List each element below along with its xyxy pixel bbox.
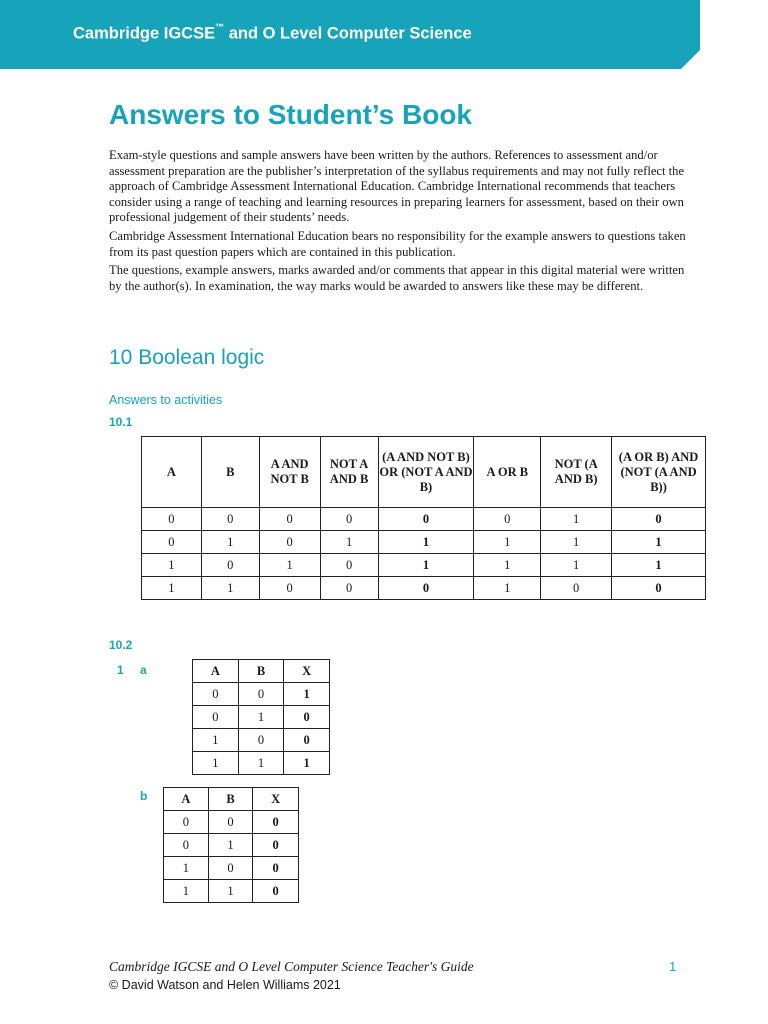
column-header: A OR B: [474, 437, 541, 508]
table-row: [142, 531, 706, 554]
table-cell: 1: [164, 857, 209, 880]
column-header: A AND NOT B: [259, 437, 320, 508]
table-cell: 1: [201, 577, 259, 600]
table-cell: 1: [474, 531, 541, 554]
column-header: X: [253, 788, 299, 811]
table-row: [142, 508, 706, 531]
column-header: NOT (A AND B): [541, 437, 612, 508]
activity-number-10-2: 10.2: [109, 638, 133, 652]
intro-paragraph: The questions, example answers, marks awarded and/or comments that appear in this digital material were written by the author(s). In examination, the way marks would be awarded to answers like these may be different.: [109, 263, 685, 293]
table-cell: 0: [378, 577, 474, 600]
table-cell: 1: [201, 531, 259, 554]
table-cell: 1: [259, 554, 320, 577]
table-cell: 1: [320, 531, 378, 554]
table-cell: 0: [208, 857, 253, 880]
column-header: A: [193, 660, 239, 683]
table-cell: 1: [142, 577, 202, 600]
page-number: 1: [669, 959, 677, 974]
truth-table-1a: [192, 659, 330, 775]
table-cell: 1: [541, 531, 612, 554]
column-header: (A AND NOT B) OR (NOT A AND B): [378, 437, 474, 508]
column-header: (A OR B) AND (NOT (A AND B)): [612, 437, 706, 508]
table-row: [164, 857, 299, 880]
table-cell: 0: [253, 811, 299, 834]
intro-text: [109, 148, 689, 297]
part-a-label: a: [140, 663, 147, 677]
activity-number-10-1: 10.1: [109, 415, 133, 429]
table-cell: 1: [142, 554, 202, 577]
table-row: [164, 880, 299, 903]
table-cell: 0: [193, 706, 239, 729]
column-header: A: [142, 437, 202, 508]
table-cell: 1: [284, 752, 330, 775]
table-cell: 0: [284, 706, 330, 729]
table-row: [164, 834, 299, 857]
table-cell: 0: [378, 508, 474, 531]
header-title-rest: and O Level Computer Science: [224, 24, 472, 43]
table-cell: 0: [201, 508, 259, 531]
table-row: [193, 729, 330, 752]
table-cell: 1: [238, 706, 284, 729]
table-cell: 0: [259, 577, 320, 600]
table-cell: 0: [193, 683, 239, 706]
table-cell: 0: [474, 508, 541, 531]
part-b-label: b: [140, 789, 148, 803]
table-cell: 0: [201, 554, 259, 577]
header-title: [73, 24, 472, 44]
table-cell: 0: [320, 554, 378, 577]
table-cell: 1: [378, 531, 474, 554]
column-header: NOT A AND B: [320, 437, 378, 508]
column-header: B: [208, 788, 253, 811]
table-header-row: [164, 788, 299, 811]
header-title-main: Cambridge IGCSE: [73, 24, 216, 43]
table-cell: 0: [142, 531, 202, 554]
table-cell: 1: [164, 880, 209, 903]
table-row: [142, 577, 706, 600]
table-cell: 0: [284, 729, 330, 752]
table-cell: 1: [474, 554, 541, 577]
table-cell: 0: [238, 683, 284, 706]
table-cell: 1: [208, 880, 253, 903]
table-cell: 0: [320, 508, 378, 531]
trademark-symbol: ™: [215, 22, 225, 32]
truth-table-10-1: [141, 436, 706, 600]
table-row: [193, 706, 330, 729]
table-cell: 1: [238, 752, 284, 775]
table-header-row: [193, 660, 330, 683]
table-cell: 0: [259, 508, 320, 531]
column-header: B: [238, 660, 284, 683]
table-row: [164, 811, 299, 834]
copyright-notice: © David Watson and Helen Williams 2021: [109, 978, 341, 992]
table-cell: 1: [541, 508, 612, 531]
table-cell: 0: [320, 577, 378, 600]
table-cell: 0: [541, 577, 612, 600]
truth-table-1b: [163, 787, 299, 903]
table-cell: 1: [612, 554, 706, 577]
table-row: [193, 752, 330, 775]
table-cell: 0: [259, 531, 320, 554]
table-cell: 0: [253, 880, 299, 903]
chapter-heading: 10 Boolean logic: [109, 346, 265, 369]
table-cell: 0: [208, 811, 253, 834]
intro-paragraph: Cambridge Assessment International Education bears no responsibility for the example answers to questions taken from its past question papers which are contained in this publication.: [109, 228, 686, 259]
page-title: Answers to Student’s Book: [109, 99, 473, 130]
table-cell: 0: [238, 729, 284, 752]
table-row: [193, 683, 330, 706]
intro-paragraph: Exam-style questions and sample answers have been written by the authors. References to assessment and/or assessment preparation are the publisher’s interpretation of the syllabus requirements and may not fully reflect the approach of Cambridge Assessment International Education. Cambridge International recommends that teachers consider using a range of teaching and learning resources in preparing learners for assessment, based on their own professional judgement of their students’ needs.: [109, 148, 685, 225]
table-header-row: [142, 437, 706, 508]
table-cell: 0: [164, 811, 209, 834]
table-cell: 1: [378, 554, 474, 577]
table-cell: 1: [541, 554, 612, 577]
table-cell: 0: [612, 577, 706, 600]
table-cell: 1: [193, 752, 239, 775]
column-header: B: [201, 437, 259, 508]
table-row: [142, 554, 706, 577]
section-subheading: Answers to activities: [109, 393, 223, 407]
table-cell: 1: [284, 683, 330, 706]
table-cell: 0: [164, 834, 209, 857]
column-header: X: [284, 660, 330, 683]
footer-title: Cambridge IGCSE and O Level Computer Science Teacher's Guide: [109, 959, 474, 974]
table-cell: 0: [612, 508, 706, 531]
table-cell: 0: [253, 834, 299, 857]
table-cell: 1: [208, 834, 253, 857]
table-cell: 1: [474, 577, 541, 600]
table-cell: 0: [142, 508, 202, 531]
table-cell: 0: [253, 857, 299, 880]
table-cell: 1: [612, 531, 706, 554]
question-number: 1: [117, 663, 124, 677]
table-cell: 1: [193, 729, 239, 752]
column-header: A: [164, 788, 209, 811]
